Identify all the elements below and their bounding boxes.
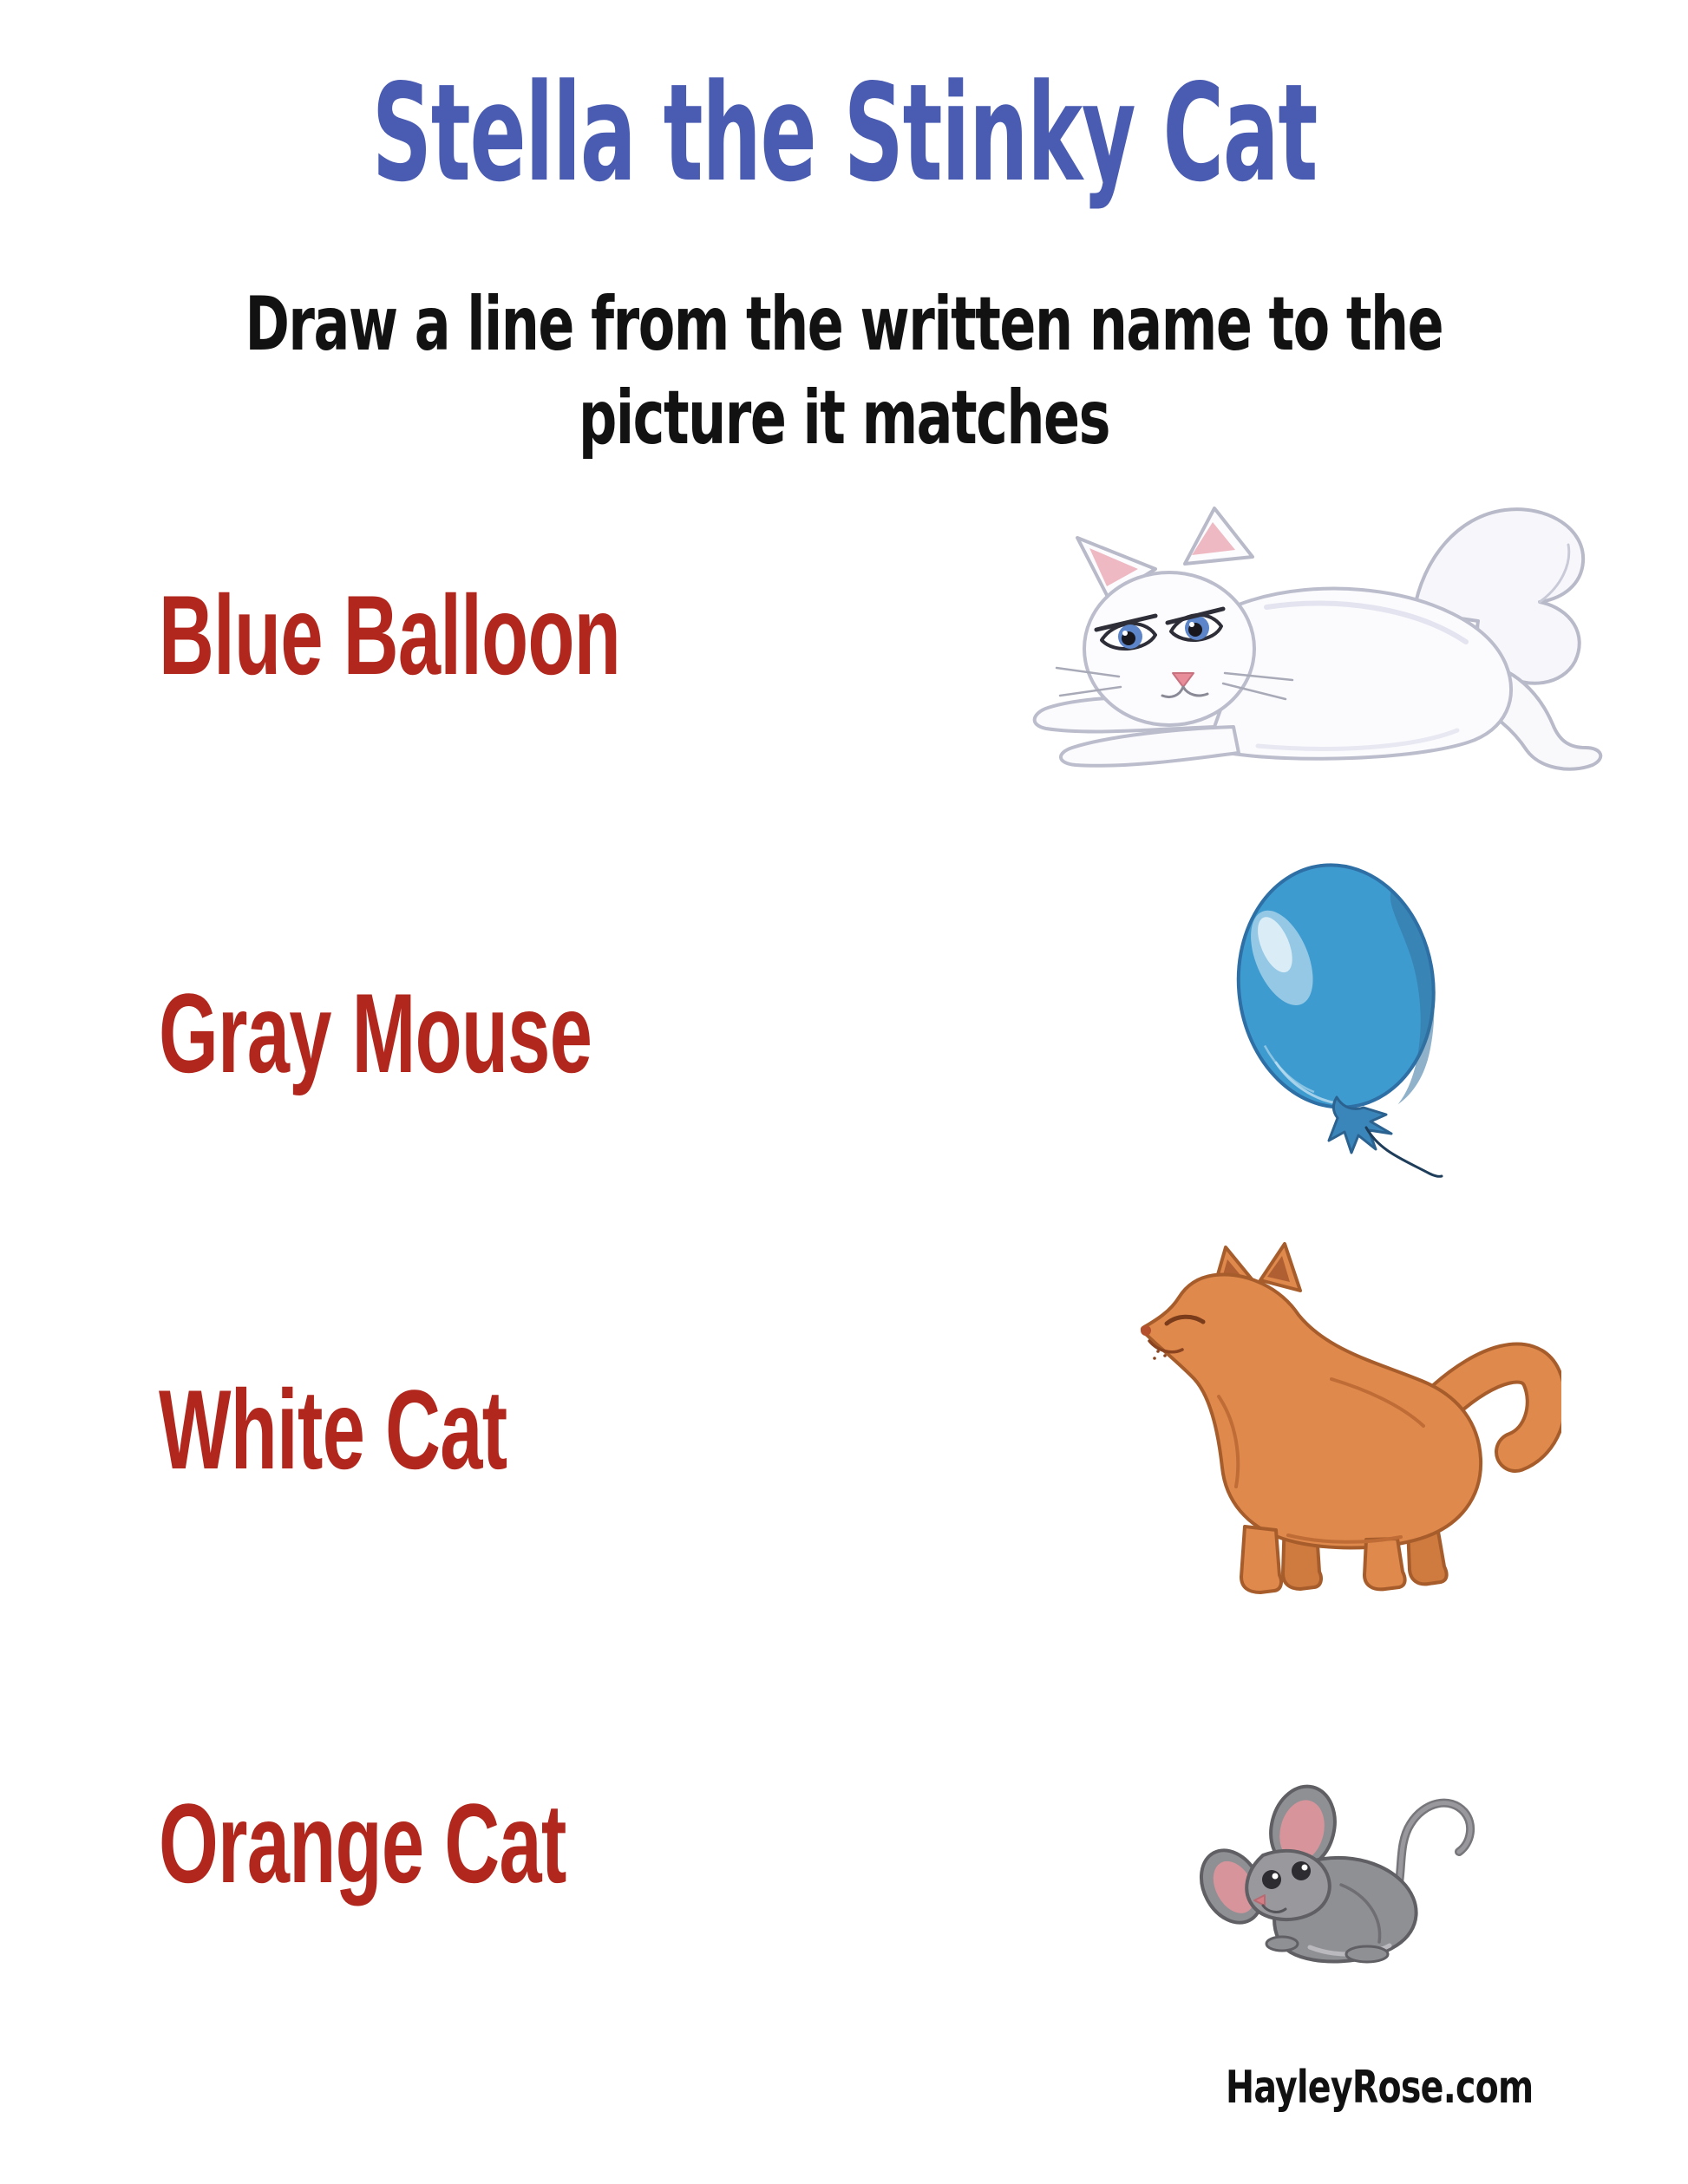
gray-mouse-picture[interactable]	[1171, 1774, 1509, 1995]
label-blue-balloon[interactable]: Blue Balloon	[159, 572, 621, 698]
instructions	[0, 278, 1688, 466]
orange-cat-icon	[1115, 1240, 1561, 1600]
blue-balloon-picture[interactable]	[1206, 854, 1496, 1197]
white-cat-picture[interactable]	[1006, 494, 1609, 785]
page-title	[0, 55, 1688, 212]
white-cat-icon	[1006, 494, 1609, 785]
blue-balloon-icon	[1206, 854, 1496, 1197]
label-white-cat[interactable]: White Cat	[159, 1366, 507, 1493]
orange-cat-picture[interactable]	[1115, 1240, 1561, 1600]
page-title-text: Stella the Stinky Cat	[371, 55, 1317, 212]
gray-mouse-icon	[1171, 1774, 1509, 1995]
instructions-line-2: picture it matches	[578, 375, 1110, 461]
instructions-line-1: Draw a line from the written name to the	[245, 281, 1443, 368]
label-gray-mouse[interactable]: Gray Mouse	[159, 970, 592, 1096]
label-orange-cat[interactable]: Orange Cat	[159, 1780, 566, 1906]
site-credit: HayleyRose.com	[1226, 2062, 1534, 2114]
